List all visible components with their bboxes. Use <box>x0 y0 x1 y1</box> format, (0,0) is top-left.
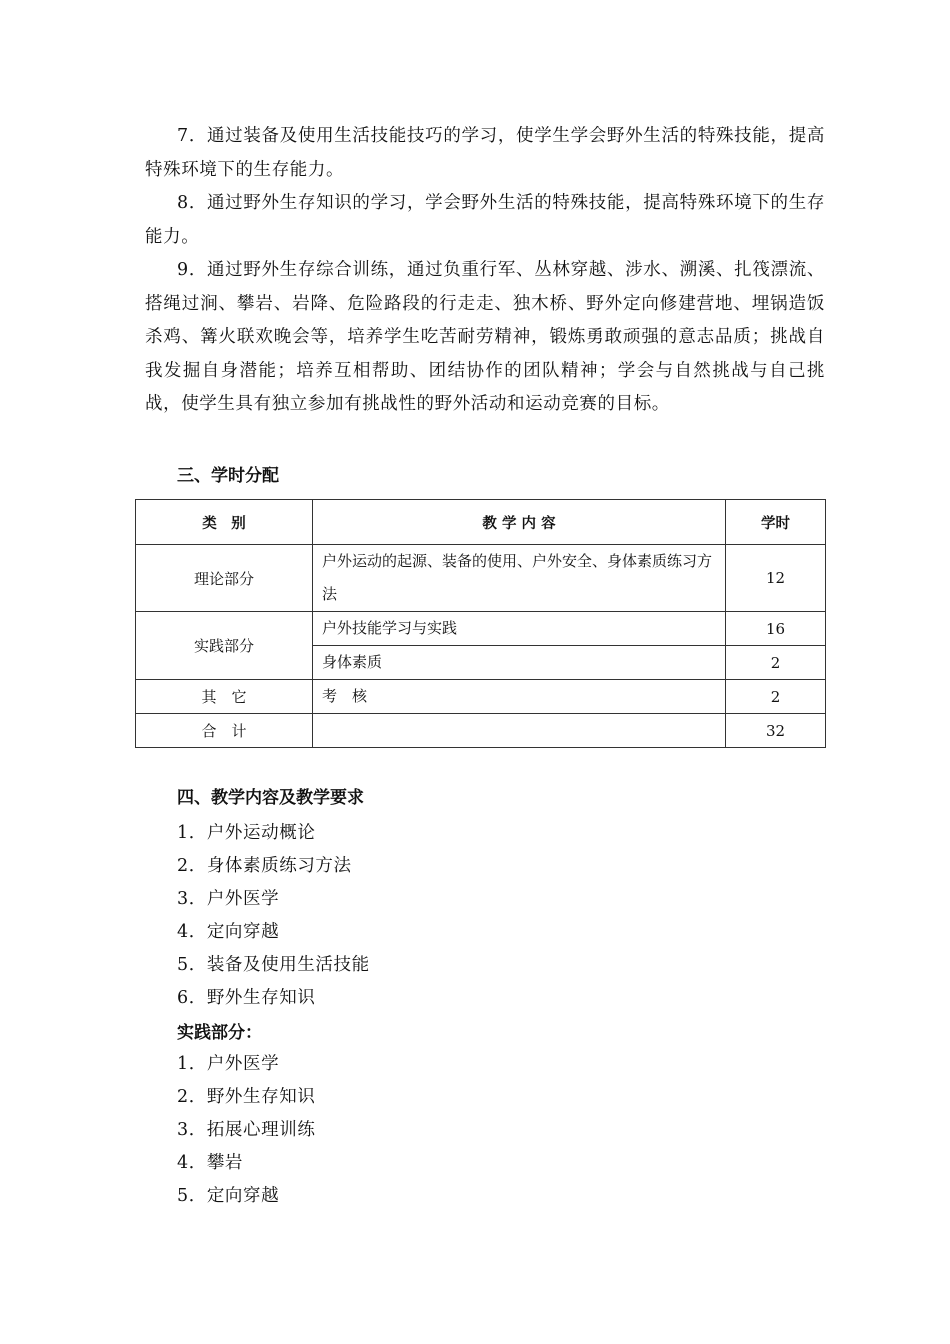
list-item: 4．攀岩 <box>177 1153 244 1173</box>
content-cell: 考 核 <box>313 680 726 714</box>
paragraph-9: 9．通过野外生存综合训练，通过负重行军、丛林穿越、涉水、溯溪、扎筏漂流、搭绳过涧、攀岩、岩降、危险路段的行走走、独木桥、野外定向修建营地、埋锅造饭杀鸡、篝火联欢晚会等，培养学生吃苦耐劳精神，锻炼勇敢顽强的意志品质；挑战自我发掘自身潜能；培养互相帮助、团结协作的团队精神；学会与自然挑战与自己挑战，使学生具有独立参加有挑战性的野外活动和运动竞赛的目标。 <box>145 260 825 414</box>
list-item: 4．定向穿越 <box>177 922 280 942</box>
category-cell: 合 计 <box>136 714 313 748</box>
theory-content-list <box>177 817 370 1015</box>
list-item: 3．拓展心理训练 <box>177 1120 316 1140</box>
content-cell: 身体素质 <box>313 646 726 680</box>
list-item: 5．定向穿越 <box>177 1186 280 1206</box>
list-item: 3．户外医学 <box>177 889 280 909</box>
section-3-heading: 三、学时分配 <box>177 466 279 486</box>
content-cell: 户外技能学习与实践 <box>313 612 726 646</box>
list-item: 1．户外医学 <box>177 1054 280 1074</box>
hours-allocation-table <box>135 499 826 748</box>
table-header-row <box>136 500 826 545</box>
list-item: 5．装备及使用生活技能 <box>177 955 370 975</box>
content-cell <box>313 714 726 748</box>
hours-cell: 12 <box>726 545 826 612</box>
practice-content-list <box>177 1048 315 1213</box>
header-content: 教 学 内 容 <box>313 500 726 545</box>
paragraph-8: 8．通过野外生存知识的学习，学会野外生活的特殊技能，提高特殊环境下的生存能力。 <box>145 193 825 247</box>
hours-cell: 2 <box>726 680 826 714</box>
table-total-row <box>136 714 826 748</box>
category-cell: 理论部分 <box>136 545 313 612</box>
hours-cell: 2 <box>726 646 826 680</box>
table-row <box>136 612 826 646</box>
list-item: 2．野外生存知识 <box>177 1087 316 1107</box>
category-cell: 实践部分 <box>136 612 313 680</box>
list-item: 1．户外运动概论 <box>177 823 316 843</box>
list-item: 6．野外生存知识 <box>177 988 316 1008</box>
content-cell: 户外运动的起源、装备的使用、户外安全、身体素质练习方法 <box>313 545 726 612</box>
list-item: 2．身体素质练习方法 <box>177 856 352 876</box>
table-row <box>136 680 826 714</box>
hours-cell: 32 <box>726 714 826 748</box>
header-hours: 学时 <box>726 500 826 545</box>
category-cell: 其 它 <box>136 680 313 714</box>
section-4-heading: 四、教学内容及教学要求 <box>177 788 364 808</box>
table-row <box>136 545 826 612</box>
practice-heading: 实践部分： <box>177 1023 262 1043</box>
header-category: 类 别 <box>136 500 313 545</box>
paragraph-7: 7．通过装备及使用生活技能技巧的学习，使学生学会野外生活的特殊技能，提高特殊环境下的生存能力。 <box>145 126 825 180</box>
hours-cell: 16 <box>726 612 826 646</box>
